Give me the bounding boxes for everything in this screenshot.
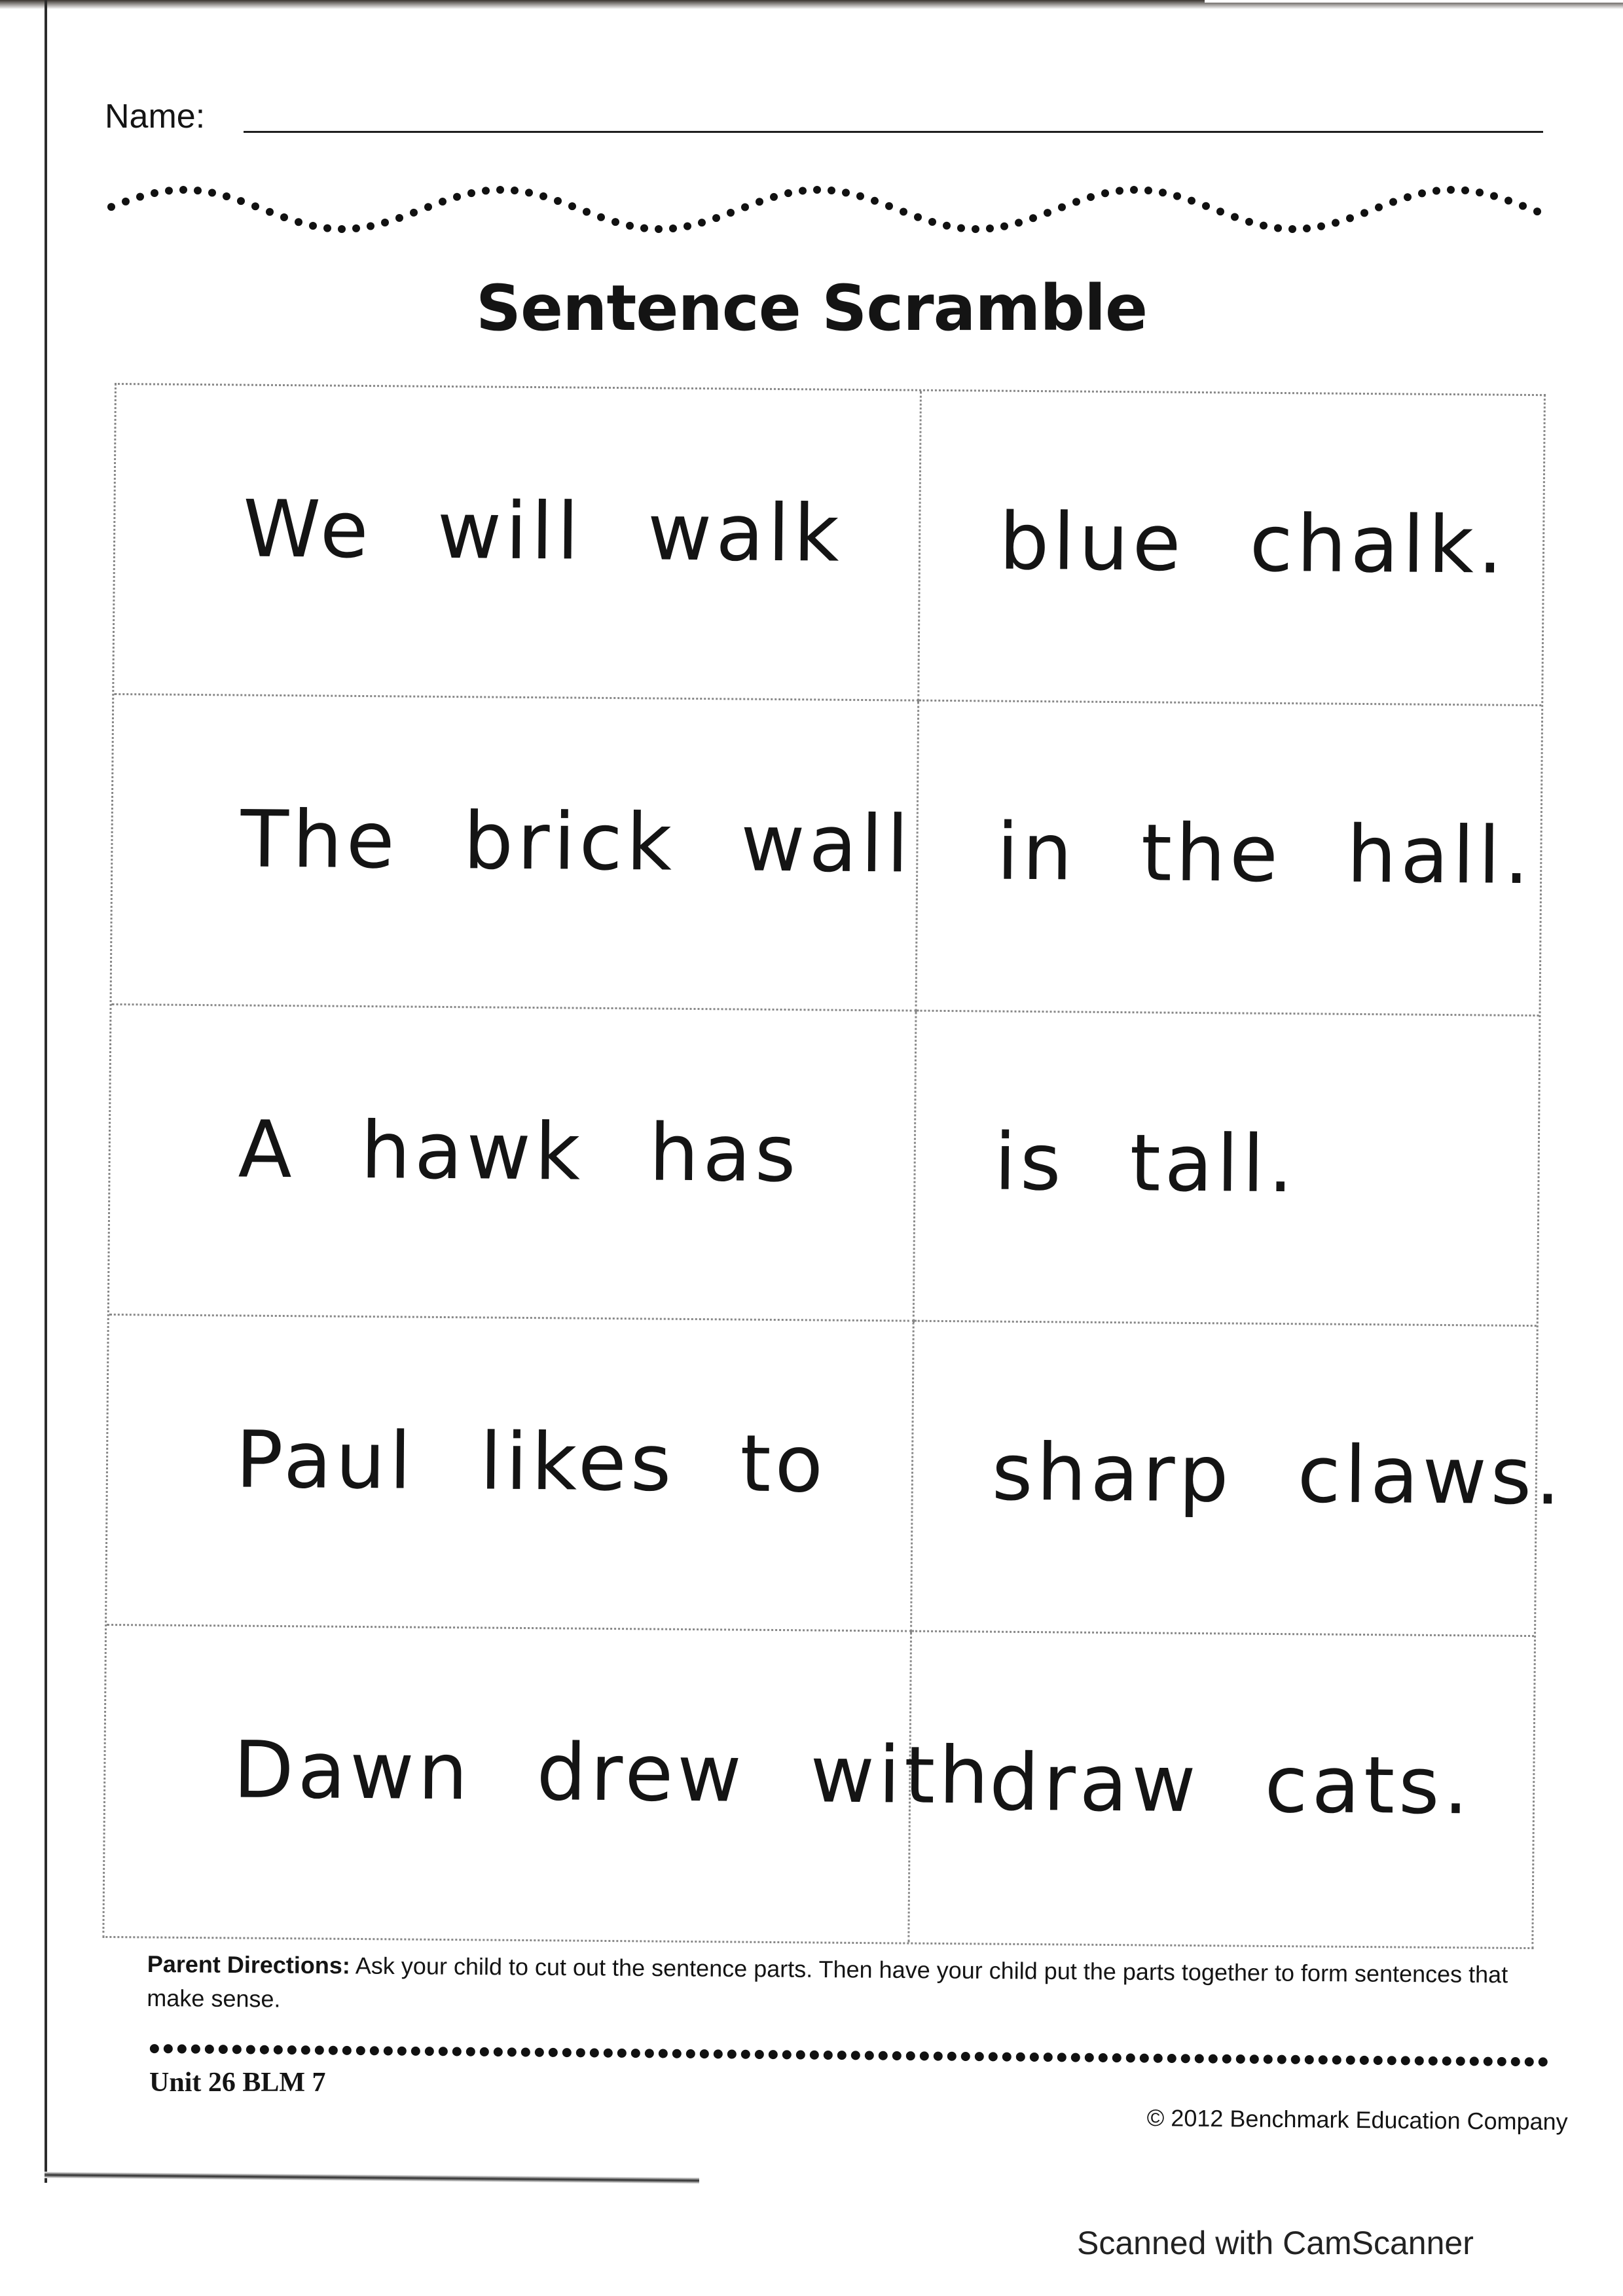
sentence-card-right — [919, 391, 1544, 706]
card-text: sharp claws. — [991, 1427, 1565, 1523]
page-title: Sentence Scramble — [475, 272, 1148, 345]
card-text: draw cats. — [989, 1737, 1473, 1833]
decorative-dotted-wave — [105, 170, 1545, 249]
card-text: is tall. — [994, 1117, 1298, 1211]
name-label: Name: — [105, 98, 206, 135]
scan-top-edge-light — [1205, 0, 1623, 3]
sentence-card-right — [917, 702, 1541, 1016]
scanner-watermark: Scanned with CamScanner — [1077, 2225, 1474, 2261]
sentence-card-left — [104, 1626, 993, 1943]
decorative-dotted-line — [149, 2039, 1550, 2072]
directions-label: Parent Directions: — [147, 1950, 351, 1979]
card-text: blue chalk. — [998, 496, 1507, 592]
sentence-card-left — [109, 1005, 917, 1322]
sentence-card-right — [912, 1322, 1565, 1637]
sentence-card-left — [107, 1316, 915, 1632]
directions-text: Ask your child to cut out the sentence parts. Then have your child put the parts together to form sentences that make sense. — [147, 1952, 1508, 2013]
sentence-card-right — [909, 1632, 1534, 1947]
card-text: Paul likes to — [235, 1414, 828, 1511]
scan-bottom-edge — [45, 2172, 699, 2184]
card-text: Dawn drew with — [232, 1725, 993, 1822]
unit-label: Unit 26 BLM 7 — [149, 2068, 326, 2098]
card-text: The brick wall — [240, 794, 913, 891]
copyright-notice: © 2012 Benchmark Education Company — [1146, 2104, 1568, 2136]
sentence-card-grid — [102, 383, 1565, 1949]
sentence-card-right — [915, 1012, 1539, 1327]
parent-directions — [147, 1947, 1555, 2026]
sentence-card-left — [112, 695, 920, 1012]
card-text: We will walk — [242, 484, 844, 580]
sentence-card-left — [114, 385, 922, 702]
card-text: in the hall. — [996, 806, 1533, 903]
name-line — [244, 131, 1543, 133]
card-text: A hawk has — [238, 1104, 801, 1200]
